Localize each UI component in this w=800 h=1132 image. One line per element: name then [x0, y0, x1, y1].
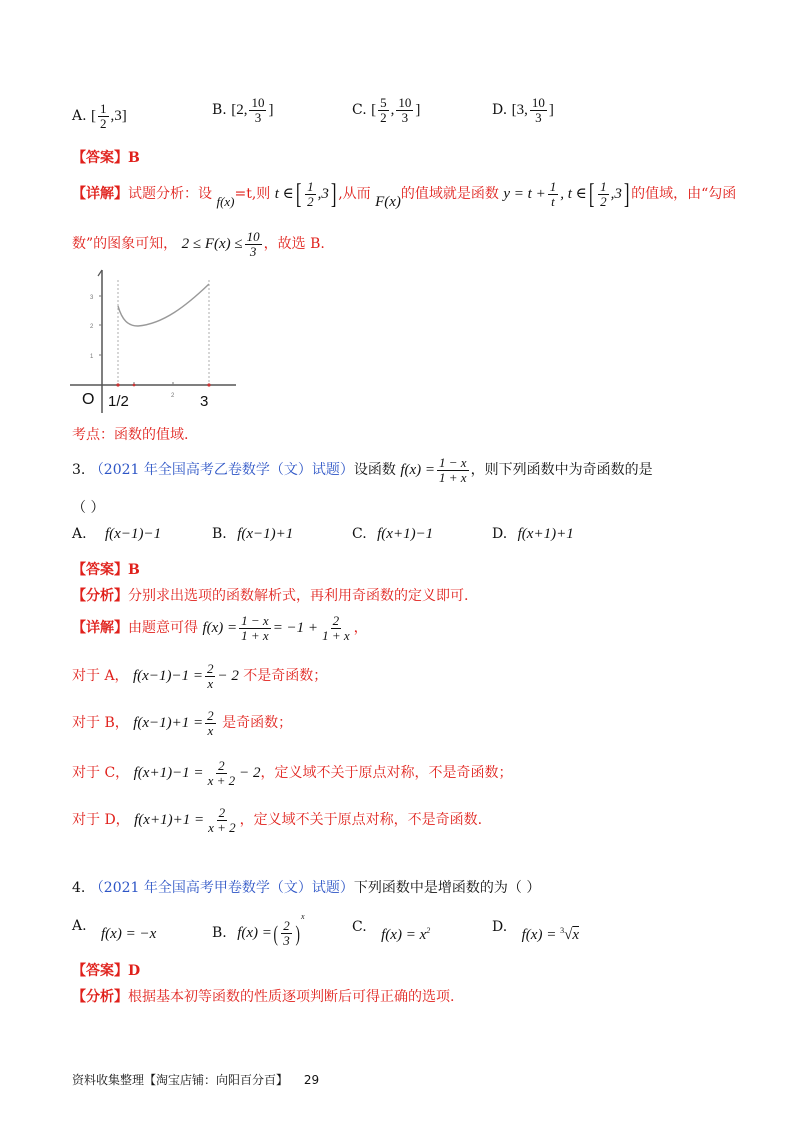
- q4-stem: [72, 877, 540, 897]
- footer-text: 资料收集整理【淘宝店铺：向阳百分百】: [72, 1073, 289, 1087]
- option-c-math: $f(x) = x^2$: [381, 926, 431, 943]
- math-fx-def: f(x) = $\frac{1 - x}{1 + x}$: [400, 455, 467, 486]
- q2-option-b: [212, 96, 273, 126]
- q3-analysis: [72, 585, 468, 605]
- point-half: [116, 383, 119, 386]
- option-a-math: f(x−1)−1: [105, 526, 162, 542]
- question-text: 下列函数中是增函数的为（ ）: [353, 880, 541, 896]
- three-label: 3: [200, 393, 209, 410]
- case-label: 对于 C，: [72, 765, 130, 782]
- q4-analysis: [72, 986, 454, 1006]
- detail-text: 由题意可得: [128, 620, 198, 637]
- math-y-func: y = t + $\frac{1}{t}$ , t ∈[ $\frac{1}{2}$ ,3]: [503, 178, 630, 210]
- y-tick-label: 3: [90, 295, 94, 301]
- option-label: D.: [492, 526, 508, 542]
- case-label: 对于 D，: [72, 812, 130, 829]
- q3-for-a: [72, 662, 327, 692]
- detail-text: 试题分析：设: [128, 186, 212, 203]
- answer-value: B: [128, 562, 140, 578]
- case-label: 对于 B，: [72, 715, 129, 732]
- option-b-math: f(x−1)+1: [237, 526, 294, 542]
- option-label: A.: [72, 918, 87, 934]
- option-label: A.: [72, 108, 87, 125]
- question-text: ，则下列函数中为奇函数的是: [470, 462, 653, 479]
- detail-text: ,从而: [338, 186, 371, 203]
- option-label: D.: [492, 919, 508, 935]
- q3-stem: [72, 456, 653, 486]
- math-case-b: f(x−1)+1 = $\frac{2}{x}$: [133, 708, 214, 739]
- option-label: B.: [212, 526, 227, 542]
- option-label: D.: [492, 102, 508, 119]
- analysis-text: 分别求出选项的函数解析式，再利用奇函数的定义即可.: [128, 588, 469, 604]
- answer-tag: 【答案】: [72, 150, 128, 166]
- q2-option-d: [492, 96, 554, 126]
- q4-option-b: [212, 912, 305, 948]
- point-one: [133, 384, 136, 387]
- page-footer: [72, 1071, 319, 1088]
- option-d-math: f(x) = $^3$√x: [521, 926, 579, 943]
- q2-option-a: [72, 102, 127, 132]
- option-c-math: [ $\frac{5}{2}$ , $\frac{10}{3}$ ]: [371, 95, 421, 126]
- q3-option-b: [212, 526, 293, 543]
- option-label: B.: [212, 925, 227, 941]
- q3-for-c: [72, 759, 512, 789]
- q3-detail: [72, 614, 368, 644]
- case-text: 不是奇函数；: [243, 668, 328, 685]
- analysis-text: 根据基本初等函数的性质逐项判断后可得正确的选项.: [128, 989, 455, 1005]
- origin-label: O: [82, 391, 95, 408]
- q3-for-d: [72, 806, 482, 836]
- detail-text: ，故选 B.: [263, 236, 325, 253]
- detail-text: 数”的图象可知，: [72, 236, 178, 253]
- q3-option-a: [72, 526, 161, 543]
- q4-answer: [72, 960, 140, 980]
- math-range: 2 ≤ F(x) ≤ $\frac{10}{3}$: [181, 229, 260, 260]
- question-source: （2021 年全国高考甲卷数学（文）试题）: [89, 880, 354, 896]
- answer-tag: 【答案】: [72, 562, 128, 578]
- detail-text: ，: [353, 620, 368, 637]
- detail-text: 的值域就是函数: [400, 186, 499, 203]
- math-fx: f(x): [216, 194, 235, 210]
- case-text: 是奇函数；: [222, 715, 293, 732]
- question-number: 4.: [72, 880, 86, 896]
- y-tick-label: 2: [90, 324, 94, 330]
- detail-tag: 【详解】: [72, 186, 128, 203]
- question-source: （2021 年全国高考乙卷数学（文）试题）: [89, 462, 354, 479]
- q2-detail-line1: [72, 180, 736, 210]
- math-case-d: f(x+1)+1 = $\frac{2}{x + 2}$: [134, 805, 236, 836]
- question-text: 设函数: [353, 462, 396, 479]
- q2-detail-line2: [72, 230, 325, 260]
- option-label: A.: [72, 526, 87, 542]
- analysis-tag: 【分析】: [72, 989, 128, 1005]
- option-a-math: [ $\frac{1}{2}$ ,3]: [91, 101, 127, 132]
- answer-tag: 【答案】: [72, 963, 128, 979]
- math-case-c: f(x+1)−1 = $\frac{2}{x + 2}$ − 2: [133, 758, 261, 789]
- q3-answer: [72, 559, 140, 579]
- detail-text: 的值域，由“勾函: [631, 186, 737, 203]
- q2-option-c: [352, 96, 420, 126]
- q4-option-a: [72, 918, 157, 942]
- option-d-math: [3, $\frac{10}{3}$ ]: [511, 95, 554, 126]
- q4-option-d: [492, 918, 579, 943]
- math-rewrite: f(x) = $\frac{1 - x}{1 + x}$ = −1 + $\frac{2}{1 + x}$: [202, 613, 350, 644]
- option-d-math: f(x+1)+1: [517, 526, 574, 542]
- half-label: 1/2: [108, 393, 129, 410]
- q3-option-d: [492, 526, 574, 543]
- q2-answer: [72, 147, 140, 167]
- x-tick-label: 2: [171, 393, 175, 399]
- answer-value: D: [128, 963, 141, 979]
- detail-tag: 【详解】: [72, 620, 128, 637]
- option-label: C.: [352, 919, 367, 935]
- q3-option-c: [352, 526, 433, 543]
- function-curve: [118, 284, 209, 326]
- math-Fx: F(x): [375, 194, 401, 211]
- option-a-math: f(x) = −x: [101, 926, 157, 942]
- y-tick-label: 1: [90, 354, 94, 360]
- math-t-range: t ∈[ $\frac{1}{2}$ ,3]: [274, 178, 337, 210]
- case-text: ，定义域不关于原点对称，不是奇函数；: [260, 765, 513, 782]
- detail-text: =t,则: [234, 186, 271, 203]
- analysis-tag: 【分析】: [72, 588, 128, 604]
- option-label: B.: [212, 102, 227, 119]
- option-b-math: f(x) =( $\frac{2}{3}$ )$^x$: [237, 912, 305, 949]
- case-label: 对于 A，: [72, 668, 129, 685]
- nike-function-graph: [68, 268, 240, 416]
- q2-kaodian: 考点：函数的值域.: [72, 427, 189, 443]
- option-label: C.: [352, 526, 367, 542]
- q3-paren: （ ）: [72, 500, 105, 516]
- option-label: C.: [352, 102, 367, 119]
- q4-option-c: [352, 918, 431, 943]
- case-text: ，定义域不关于原点对称，不是奇函数.: [239, 812, 483, 829]
- q3-for-b: [72, 709, 292, 739]
- answer-value: B: [128, 150, 140, 166]
- page-number: 29: [303, 1073, 320, 1087]
- option-c-math: f(x+1)−1: [377, 526, 434, 542]
- option-b-math: [2, $\frac{10}{3}$ ]: [231, 95, 274, 126]
- math-case-a: f(x−1)−1 = $\frac{2}{x}$ − 2: [133, 661, 239, 692]
- question-number: 3.: [72, 462, 86, 479]
- point-three: [207, 383, 210, 386]
